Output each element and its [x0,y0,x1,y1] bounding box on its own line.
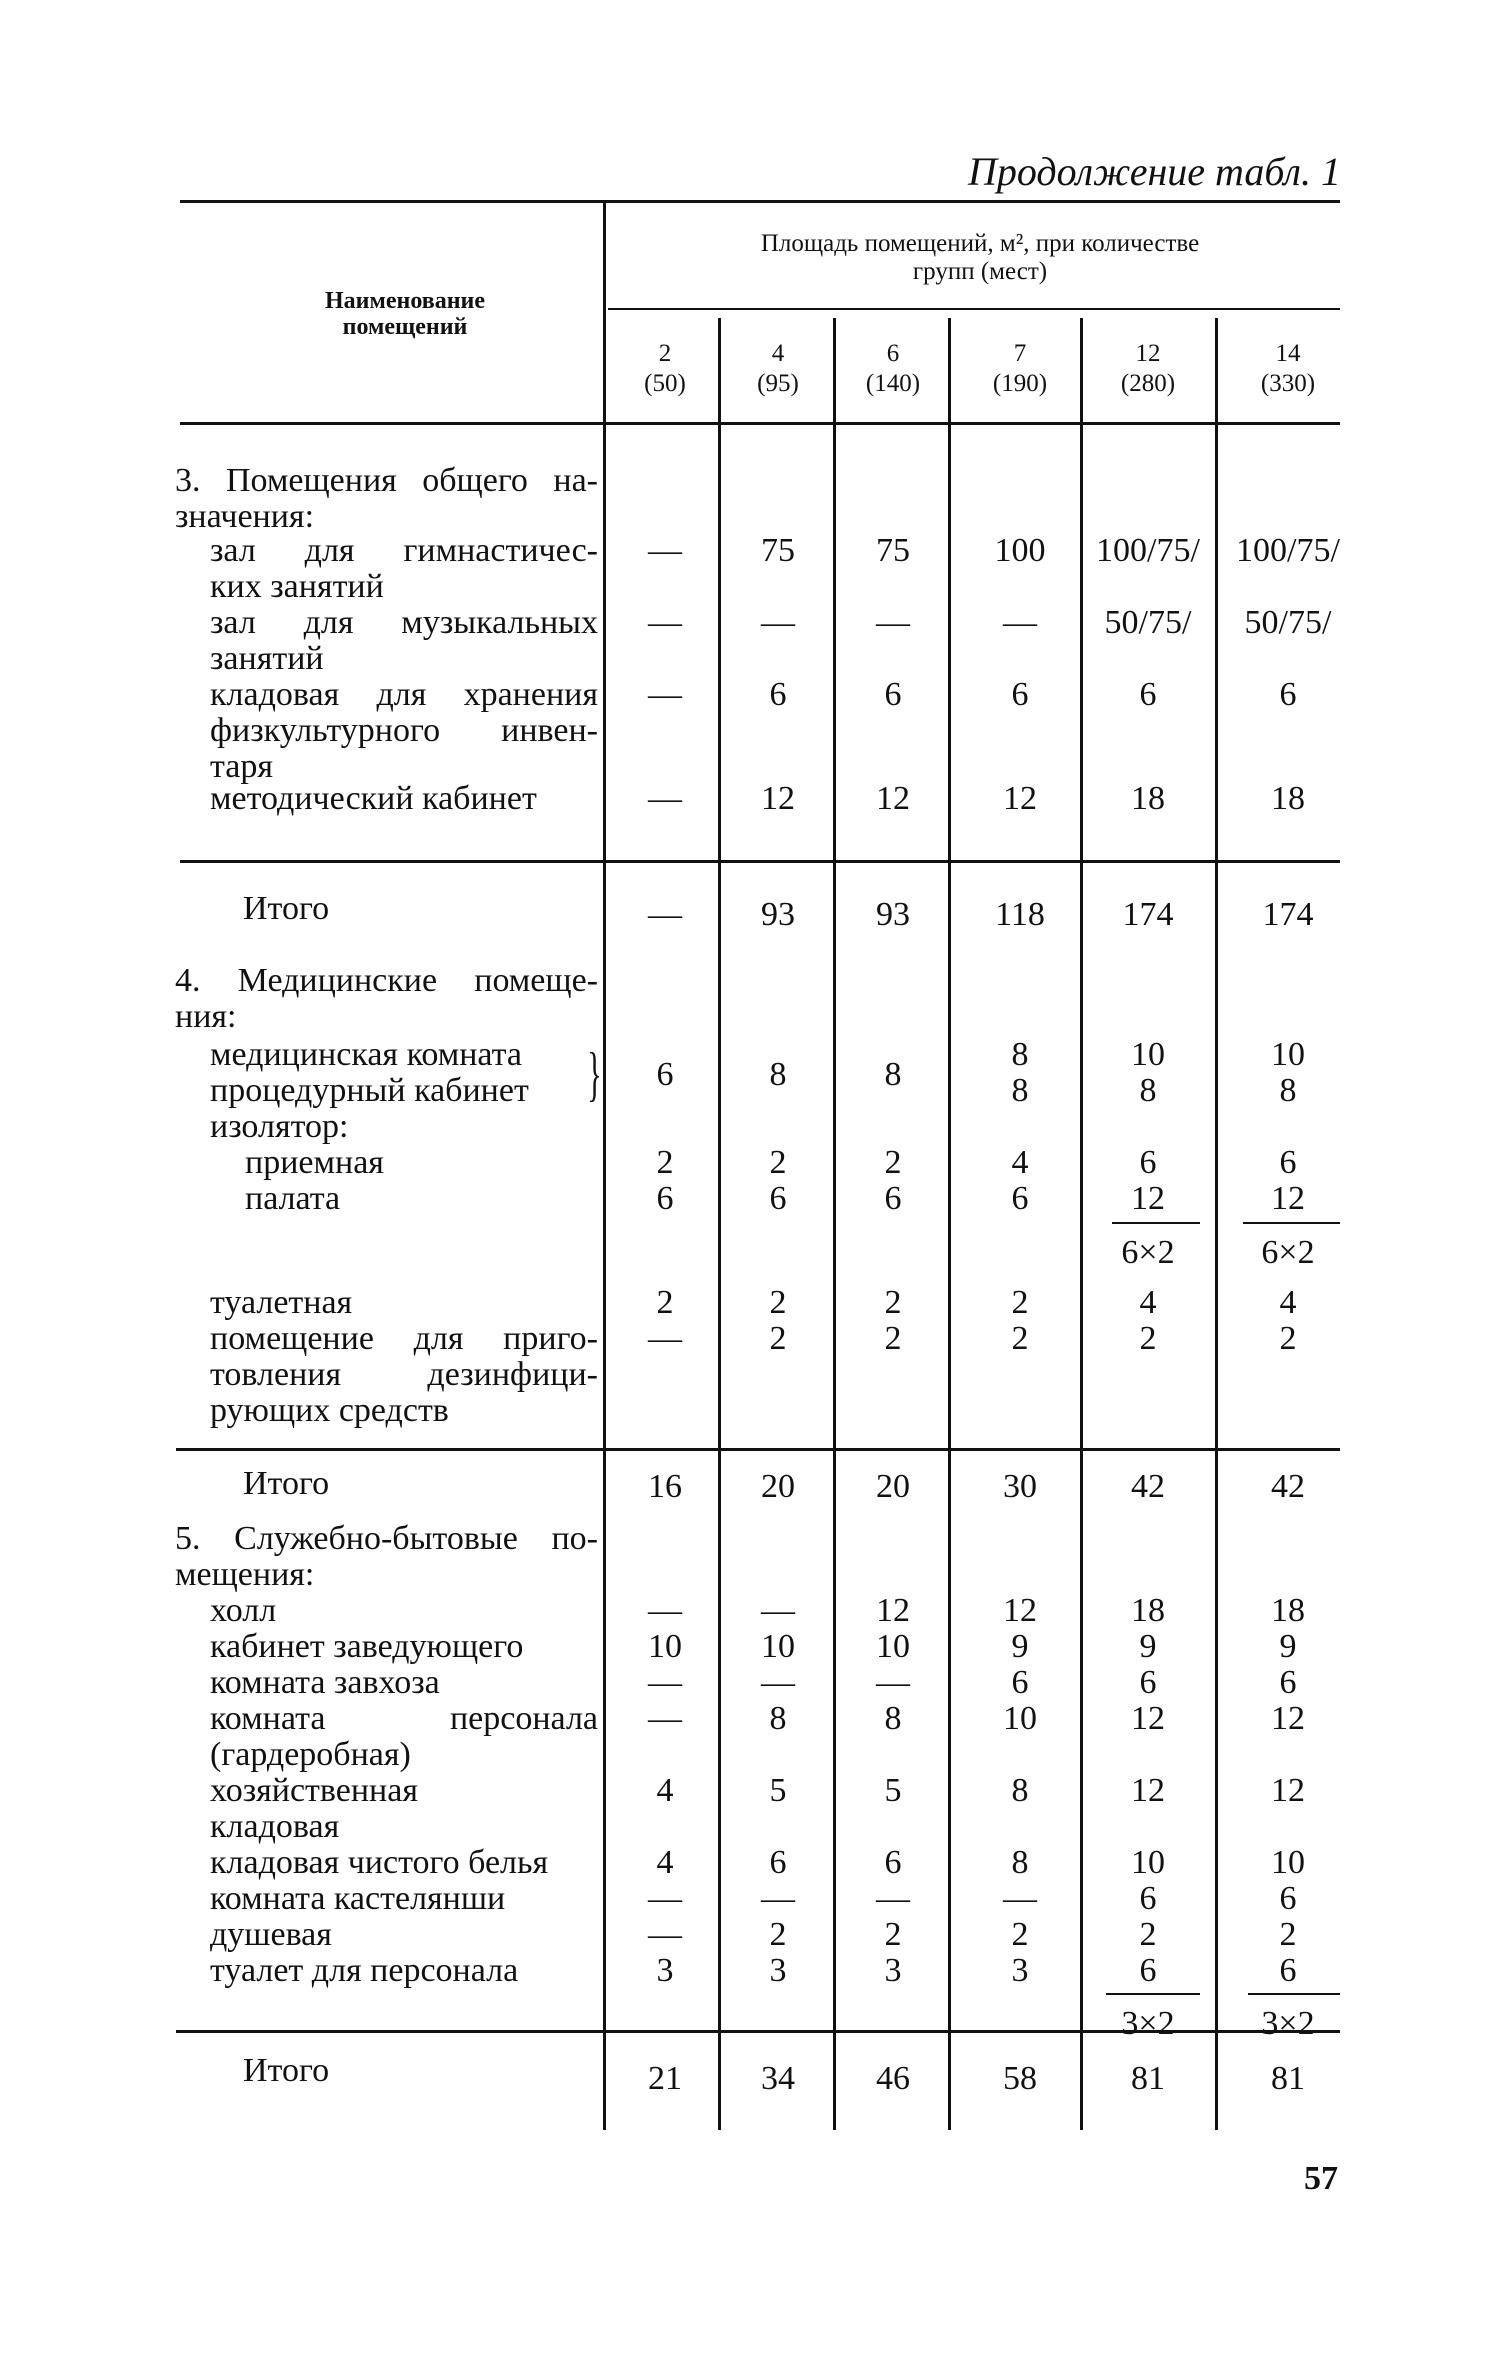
table-cell: 10 [1003,1700,1037,1737]
table-cell: 12 [1271,1180,1305,1217]
table-cell: 12 [1003,1592,1037,1629]
table-cell: — [876,1880,910,1917]
group-count: 2 [658,340,672,367]
table-cell: 3 [769,1952,787,1989]
table-cell: 4 [656,1844,674,1881]
table-cell: 6 [1279,1144,1297,1181]
column-rule [948,2030,951,2130]
table-cell: — [648,1664,682,1701]
table-cell: 50/75/ [1244,604,1332,641]
table-cell: 2 [769,1320,787,1357]
table-cell: — [648,532,682,569]
table-cell: 6×2 [1121,1234,1175,1271]
table-cell: 6 [1279,676,1297,713]
table-cell: 3×2 [1261,2005,1315,2042]
section-title: 4. Медицинские помеще- [175,962,598,999]
table-cell: 75 [761,532,795,569]
row-label: хозяйственная [210,1772,418,1809]
table-cell: 10 [1271,1036,1305,1073]
table-caption: Продолжение табл. 1 [967,149,1341,194]
column-rule [833,860,836,1448]
table-cell: 8 [1011,1772,1029,1809]
total-cell: 81 [1131,2060,1165,2097]
table-cell: — [648,1592,682,1629]
row-label: таря [210,748,274,785]
row-label: приемная [245,1144,384,1181]
table-cell: 4 [1279,1284,1297,1321]
table-cell: — [876,1664,910,1701]
table-cell: 6 [1011,676,1029,713]
group-count: 7 [1013,340,1027,367]
column-rule [948,1448,951,2030]
table-cell: 18 [1271,1592,1305,1629]
table-cell: 100/75/ [1236,532,1340,569]
column-rule [1215,318,1218,422]
table-cell: 6 [656,1180,674,1217]
total-cell: 93 [876,896,910,933]
row-label: занятий [210,640,324,677]
table-cell: 6 [1279,1664,1297,1701]
table-cell: 6 [884,676,902,713]
table-cell: 3 [1011,1952,1029,1989]
group-places: (50) [644,370,686,397]
table-cell: 2 [884,1916,902,1953]
row-label: помещение для приго- [210,1320,598,1357]
table-cell: 8 [1279,1072,1297,1109]
brace-icon: } [587,1041,602,1107]
total-cell: 46 [876,2060,910,2097]
total-cell: 42 [1271,1468,1305,1505]
row-label: комната завхоза [210,1664,440,1701]
table-cell: 9 [1011,1628,1029,1665]
row-label: кабинет заведующего [210,1628,524,1665]
column-rule [833,2030,836,2130]
group-places: (140) [865,370,921,397]
column-rule [603,2030,606,2130]
table-cell: 75 [876,532,910,569]
table-cell: — [648,1320,682,1357]
table-cell: 6 [1011,1664,1029,1701]
group-count: 14 [1275,340,1301,367]
section-title: ния: [175,998,237,1035]
table-cell: 5 [884,1772,902,1809]
table-cell: 2 [1011,1284,1029,1321]
row-label: холл [210,1592,277,1629]
table-cell: 2 [1011,1320,1029,1357]
total-cell: — [648,896,682,933]
table-cell: — [648,676,682,713]
table-cell: 2 [656,1144,674,1181]
section-title: мещения: [175,1556,315,1593]
total-cell: 174 [1262,896,1314,933]
row-label: изолятор: [210,1108,349,1145]
rule-sec4-end [176,1448,1340,1451]
table-cell: 3×2 [1121,2005,1175,2042]
table-cell: 2 [769,1916,787,1953]
table-cell: 12 [876,780,910,817]
row-label: душевая [210,1916,332,1953]
table-cell: 8 [884,1700,902,1737]
table-cell: 6 [1279,1952,1297,1989]
table-cell: 10 [1131,1844,1165,1881]
row-label: (гардеробная) [210,1736,411,1773]
table-cell: 12 [761,780,795,817]
table-cell: 12 [1271,1700,1305,1737]
row-label: зал для музыкальных [210,604,598,641]
total-cell: 118 [995,896,1045,933]
table-cell: 6 [769,1180,787,1217]
table-cell: 50/75/ [1104,604,1192,641]
table-cell: — [648,1880,682,1917]
table-cell: 6 [1139,1952,1157,1989]
table-cell: 2 [1139,1320,1157,1357]
table-cell: 12 [1131,1772,1165,1809]
table-cell: 6 [1139,1664,1157,1701]
staff-rule-14 [1248,1993,1340,1995]
total-cell: 81 [1271,2060,1305,2097]
group-count: 6 [886,340,900,367]
row-label: физкультурного инвен- [210,712,598,749]
row-label: процедурный кабинет [210,1072,529,1109]
table-cell: 8 [884,1056,902,1093]
table-cell: 6 [656,1056,674,1093]
total-label: Итого [243,890,330,927]
column-rule [1080,422,1083,860]
table-cell: 6 [1139,676,1157,713]
table-cell: 4 [656,1772,674,1809]
column-rule [1215,2030,1218,2130]
table-cell: 12 [1003,780,1037,817]
table-cell: 2 [656,1284,674,1321]
section-title: 5. Служебно-бытовые по- [175,1520,598,1557]
rule-header-bottom [180,422,1340,425]
table-cell: 4 [1011,1144,1029,1181]
rule-groups [608,308,1340,310]
total-cell: 42 [1131,1468,1165,1505]
section-title: 3. Помещения общего на- [175,462,598,499]
table-cell: 6 [884,1844,902,1881]
table-cell: — [1003,1880,1037,1917]
row-label: кладовая для хранения [210,676,598,713]
table-cell: — [761,1880,795,1917]
row-label: туалетная [210,1284,353,1321]
table-cell: 12 [1131,1700,1165,1737]
table-cell: 6 [1139,1144,1157,1181]
table-cell: — [876,604,910,641]
table-cell: 3 [884,1952,902,1989]
column-rule [603,422,606,860]
header-area-line1: Площадь помещений, м², при количестве [760,230,1200,257]
total-cell: 34 [761,2060,795,2097]
table-cell: 8 [1011,1072,1029,1109]
group-count: 4 [771,340,785,367]
column-rule [948,860,951,1448]
ward-rule-14 [1243,1222,1340,1224]
group-places: (280) [1120,370,1176,397]
table-cell: 10 [1131,1036,1165,1073]
table-cell: 12 [1271,1772,1305,1809]
staff-rule-12 [1106,1993,1200,1995]
table-cell: 2 [769,1284,787,1321]
row-label: палата [245,1180,341,1217]
table-cell: 2 [884,1284,902,1321]
table-cell: — [761,604,795,641]
group-places: (95) [757,370,799,397]
total-cell: 21 [648,2060,682,2097]
table-cell: 2 [1279,1916,1297,1953]
row-label: рующих средств [210,1392,449,1429]
table-cell: 5 [769,1772,787,1809]
total-cell: 93 [761,896,795,933]
table-cell: 2 [1139,1916,1157,1953]
column-rule [1215,860,1218,1448]
row-label: зал для гимнастичес- [210,532,598,569]
row-label: товления дезинфици- [210,1356,598,1393]
total-cell: 58 [1003,2060,1037,2097]
table-cell: 100/75/ [1096,532,1200,569]
table-cell: 6 [1011,1180,1029,1217]
row-label: комната кастелянши [210,1880,506,1917]
total-cell: 16 [648,1468,682,1505]
table-cell: 2 [1011,1916,1029,1953]
table-cell: 2 [1279,1320,1297,1357]
table-cell: 18 [1131,780,1165,817]
group-places: (190) [992,370,1048,397]
table-cell: 8 [1139,1072,1157,1109]
column-rule [948,422,951,860]
header-name-line1: Наименование [325,288,485,314]
table-cell: — [648,1700,682,1737]
table-cell: 2 [884,1144,902,1181]
column-rule [1215,1448,1218,2030]
table-cell: — [1003,604,1037,641]
rule-sec3-end [180,860,1340,863]
total-cell: 20 [761,1468,795,1505]
row-label: медицинская комната [210,1036,522,1073]
table-cell: 8 [769,1700,787,1737]
total-label: Итого [243,2052,330,2089]
table-cell: 12 [1131,1180,1165,1217]
total-cell: 20 [876,1468,910,1505]
table-cell: 9 [1279,1628,1297,1665]
table-cell: 10 [761,1628,795,1665]
column-rule [1215,422,1218,860]
table-cell: 8 [1011,1036,1029,1073]
total-cell: 174 [1122,896,1174,933]
table-cell: 8 [769,1056,787,1093]
table-cell: 18 [1131,1592,1165,1629]
column-rule [1080,860,1083,1448]
row-label: методический кабинет [210,780,537,817]
total-cell: 30 [1003,1468,1037,1505]
table-cell: 12 [876,1592,910,1629]
table-cell: 6×2 [1261,1234,1315,1271]
table-cell: — [761,1592,795,1629]
table-cell: — [648,604,682,641]
table-cell: 10 [648,1628,682,1665]
column-rule [1080,2030,1083,2130]
table-cell: 6 [1279,1880,1297,1917]
row-label: туалет для персонала [210,1952,519,1989]
row-label: ких занятий [210,568,384,605]
section-title: значения: [175,498,315,535]
column-rule [833,422,836,860]
rule-top [180,200,1340,203]
row-label: кладовая [210,1808,340,1845]
table-cell: — [648,1916,682,1953]
table-cell: 10 [1271,1844,1305,1881]
column-rule [833,1448,836,2030]
column-rule [603,860,606,1448]
table-cell: 100 [994,532,1046,569]
table-cell: 8 [1011,1844,1029,1881]
table-cell: 10 [876,1628,910,1665]
table-cell: — [761,1664,795,1701]
page-number: 57 [1304,2160,1338,2197]
row-label: кладовая чистого белья [210,1844,549,1881]
table-cell: 2 [884,1320,902,1357]
column-rule [1080,318,1083,422]
table-cell: 2 [769,1144,787,1181]
group-count: 12 [1135,340,1161,367]
total-label: Итого [243,1465,330,1502]
table-cell: 6 [1139,1880,1157,1917]
table-cell: 6 [884,1180,902,1217]
table-cell: 4 [1139,1284,1157,1321]
table-cell: 6 [769,676,787,713]
column-rule [603,1448,606,2030]
group-places: (330) [1260,370,1316,397]
header-name-line2: помещений [342,314,468,340]
table-cell: 6 [769,1844,787,1881]
table-cell: — [648,780,682,817]
table-cell: 3 [656,1952,674,1989]
table-cell: 18 [1271,780,1305,817]
header-area-line2: групп (мест) [912,258,1048,285]
row-label: комната персонала [210,1700,598,1737]
table-cell: 9 [1139,1628,1157,1665]
column-rule [1080,1448,1083,2030]
ward-rule-12 [1112,1222,1200,1224]
